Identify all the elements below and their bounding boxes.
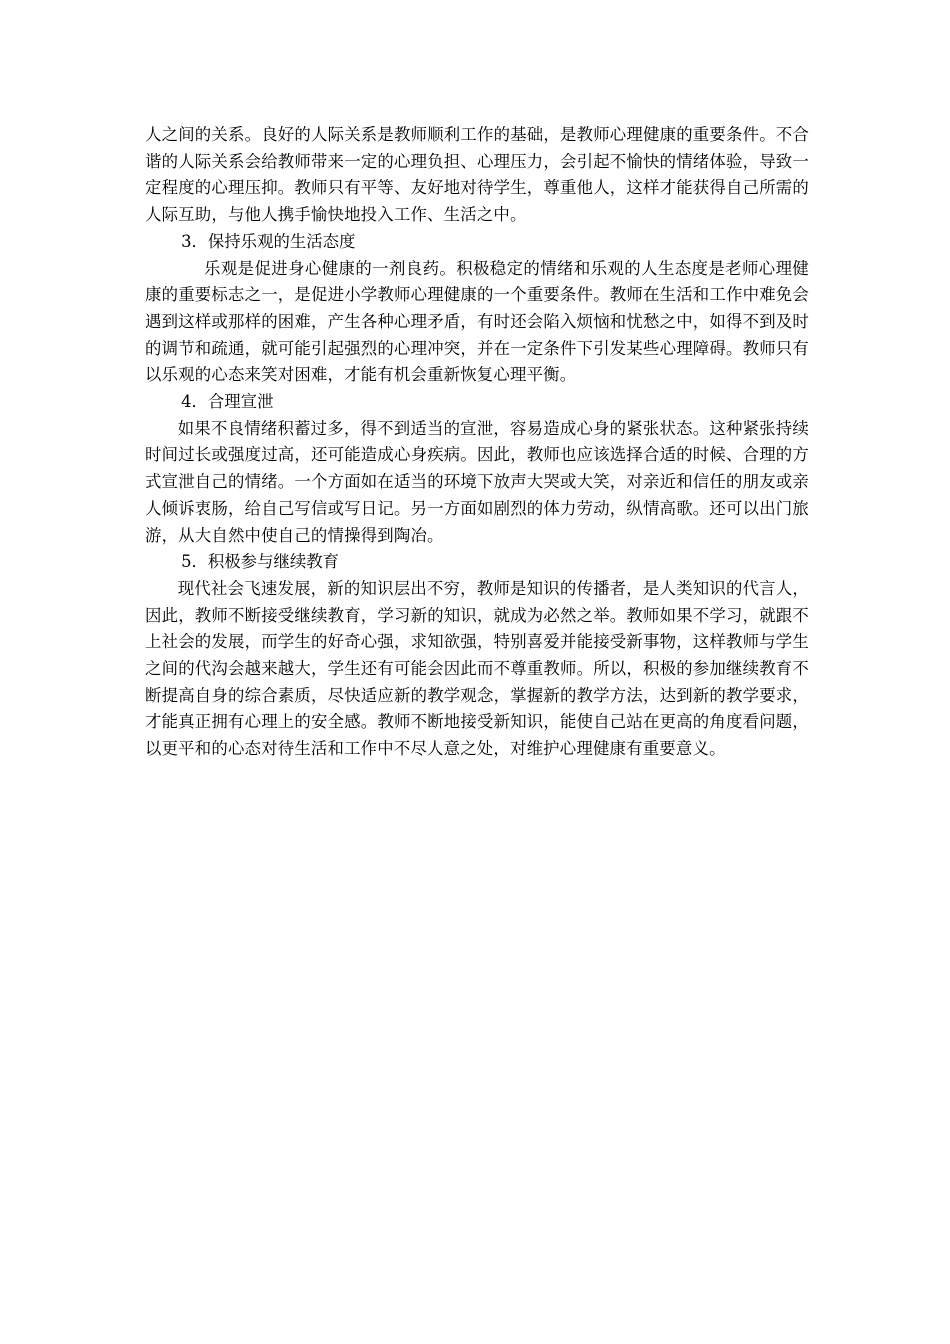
paragraph-interpersonal-relations: 人之间的关系。良好的人际关系是教师顺利工作的基础，是教师心理健康的重要条件。不合谐的人际关系会给教师带来一定的心理负担、心理压力，会引起不愉快的情绪体验，导致一定程度的心理压抑。教师只有平等、友好地对待学生，尊重他人，这样才能获得自己所需的人际互助，与他人携手愉快地投入工作、生活之中。 [145,125,809,225]
section-heading-optimism: 3．保持乐观的生活态度 [181,231,356,251]
paragraph-venting: 如果不良情绪积蓄过多，得不到适当的宣泄，容易造成心身的紧张状态。这种紧张持续时间过长或强度过高，还可能造成心身疾病。因此，教师也应该选择合适的时候、合理的方式宣泄自己的情绪。一个方面如在适当的环境下放声大哭或大笑，对亲近和信任的朋友或亲人倾诉衷肠，给自己写信或写日记。另一方面如剧烈的体力劳动，纵情高歌。还可以出门旅游，从大自然中使自己的情操得到陶冶。 [145,418,809,545]
section-heading-venting: 4．合理宣泄 [181,392,274,412]
paragraph-continuing-education: 现代社会飞速发展，新的知识层出不穷，教师是知识的传播者，是人类知识的代言人，因此，教师不断接受继续教育，学习新的知识，就成为必然之举。教师如果不学习，就跟不上社会的发展，而学生的好奇心强，求知欲强，特别喜爱并能接受新事物，这样教师与学生之间的代沟会越来越大，学生还有可能会因此而不尊重教师。所以，积极的参加继续教育不断提高自身的综合素质，尽快适应新的教学观念，掌握新的教学方法，达到新的教学要求，才能真正拥有心理上的安全感。教师不断地接受新知识，能使自己站在更高的角度看问题，以更平和的心态对待生活和工作中不尽人意之处，对维护心理健康有重要意义。 [145,578,809,759]
section-heading-continuing-education: 5．积极参与继续教育 [181,552,340,572]
document-page [145,122,809,763]
paragraph-optimism: 乐观是促进身心健康的一剂良药。积极稳定的情绪和乐观的人生态度是老师心理健康的重要标志之一，是促进小学教师心理健康的一个重要条件。教师在生活和工作中难免会遇到这样或那样的困难，产生各种心理矛盾，有时还会陷入烦恼和忧愁之中，如得不到及时的调节和疏通，就可能引起强烈的心理冲突，并在一定条件下引发某些心理障碍。教师只有以乐观的心态来笑对困难，才能有机会重新恢复心理平衡。 [145,258,809,385]
